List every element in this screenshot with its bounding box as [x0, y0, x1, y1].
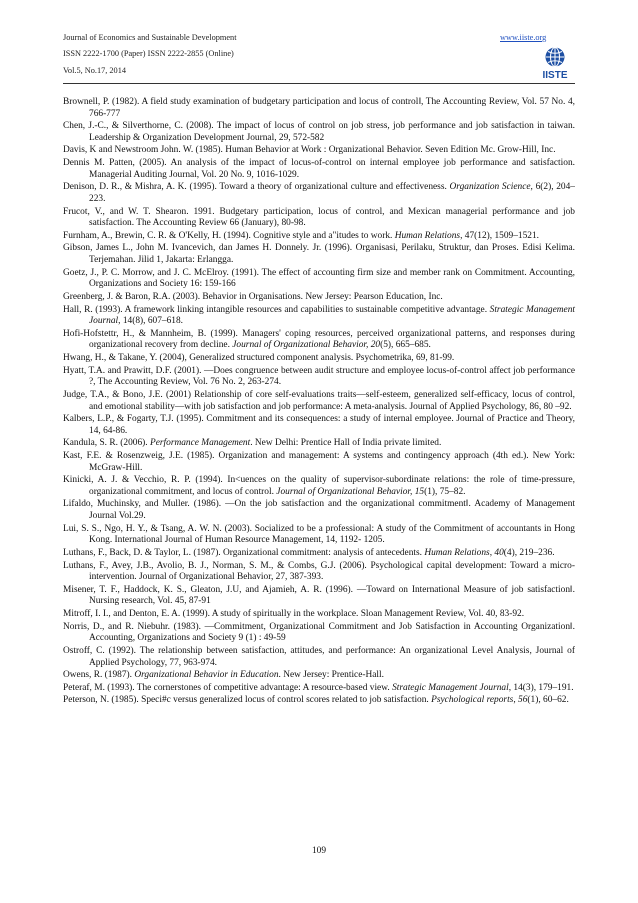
reference-entry: Frucot, V., and W. T. Shearon. 1991. Budgetary participation, locus of control, and Mexican managerial performance and job satisfaction. The Accounting Review 66 (January), 80-98. — [63, 206, 575, 229]
reference-entry: Owens, R. (1987). Organizational Behavior in Education. New Jersey: Prentice-Hall. — [63, 670, 384, 681]
reference-entry: Ostroff, C. (1992). The relationship between satisfaction, attitudes, and performance: An organizational Level Analysis, Journal of Applied Psychology, 77, 963-974. — [63, 645, 575, 668]
iiste-logo-icon — [536, 46, 574, 82]
reference-entry: Norris, D., and R. Niebuhr. (1983). ―Commitment, Organizational Commitment and Job Satisfaction in Accounting Organization‖. Accounting, Organizations and Society 9 (1) : 49-59 — [63, 621, 575, 644]
reference-entry: Luthans, F., Back, D. & Taylor, L. (1987). Organizational commitment: analysis of antecedents. Human Relations, 40(4), 219–236. — [63, 547, 555, 558]
reference-entry: Peteraf, M. (1993). The cornerstones of competitive advantage: A resource-based view. Strategic Management Journal, 14(3), 179–191. — [63, 682, 574, 693]
reference-entry: Luthans, F., Avey, J.B., Avolio, B. J., Norman, S. M., & Combs, G.J. (2006). Psychological capital development: Toward a micro-intervention. Journal of Organizational Behavior, 27, 387-393. — [63, 560, 575, 583]
reference-entry: Lui, S. S., Ngo, H. Y., & Tsang, A. W. N. (2003). Socialized to be a professional: A study of the Commitment of accountants in Hong Kong. International Journal of Human Resource Management, 14, 1192- 1205. — [63, 523, 575, 546]
reference-entry: Furnham, A., Brewin, C. R. & O'Kelly, H. (1994). Cognitive style and a"itudes to work. Human Relations, 47(12), 1509–1521. — [63, 230, 539, 241]
reference-entry: Davis, K and Newstroom John. W. (1985). Human Behavior at Work : Organizational Behavior. Seven Edition Mc. Grow-Hill, Inc. — [63, 145, 556, 156]
reference-entry: Mitroff, I. I., and Denton, E. A. (1999). A study of spiritually in the workplace. Sloan Management Review, Vol. 40, 83-92. — [63, 609, 525, 620]
reference-entry: Greenberg, J. & Baron, R.A. (2003). Behavior in Organisations. New Jersey: Pearson Education, Inc. — [63, 291, 443, 302]
header-rule — [63, 83, 575, 84]
reference-entry: Peterson, N. (1985). Speci#c versus generalized locus of control scores related to job satisfaction. Psychological reports, 56(1), 60–62. — [63, 695, 569, 706]
reference-entry: Kandula, S. R. (2006). Performance Management. New Delhi: Prentice Hall of India private limited. — [63, 438, 442, 449]
logo-globe — [546, 48, 565, 67]
journal-title: Journal of Economics and Sustainable Development — [63, 33, 237, 42]
reference-list — [63, 97, 575, 708]
reference-entry: Dennis M. Patten, (2005). An analysis of the impact of locus-of-control on internal employee job performance and satisfaction. Managerial Auditing Journal, Vol. 20 No. 9, 1016-1029. — [63, 158, 575, 180]
reference-entry: Hall, R. (1993). A framework linking intangible resources and capabilities to sustainable competitive advantage. Strategic Management Journal, 14(8), 607–618. — [63, 304, 575, 327]
reference-entry: Hofi-Hofstettr, H., & Mannheim, B. (1999). Managers' coping resources, perceived organizational patterns, and responses during organizational recovery from decline. Journal of Organizational Behavior, 20(5), 665–685. — [63, 328, 575, 351]
reference-entry: Denison, D. R., & Mishra, A. K. (1995). Toward a theory of organizational culture and effectiveness. Organization Science, 6(2), 204–223. — [63, 182, 575, 204]
reference-entry: Gibson, James L., John M. Ivancevich, dan James H. Donnely. Jr. (1996). Organisasi, Perilaku, Struktur, dan Proses. Edisi Kelima. Terjemahan. Jilid 1, Jakarta: Erlangga. — [63, 243, 575, 266]
reference-entry: Kinicki, A. J. & Vecchio, R. P. (1994). In<uences on the quality of supervisor-subordinate relations: the role of time-pressure, organizational commitment, and locus of control. Journal of Organizational Behavior, 15(1), 75–82. — [63, 475, 575, 497]
reference-entry: Hwang, H., & Takane, Y. (2004), Generalized structured component analysis. Psychometrika, 69, 81-99. — [63, 353, 455, 364]
reference-entry: Kast, F.E. & Rosenzweig, J.E. (1985). Organization and management: A systems and contingency approach (4th ed.). New York: McGraw-Hill. — [63, 451, 575, 473]
reference-entry: Misener, T. F., Haddock, K. S., Gleaton, J.U, and Ajamieh, A. R. (1996). ―Toward on International Measure of job satisfaction‖. Nursing research, Vol. 45, 87-91 — [63, 584, 575, 607]
reference-entry: Lifaldo, Muchinsky, and Muller. (1986). ―On the job satisfaction and the organizational commitment‖. Academy of Management Journal Vol.29. — [63, 499, 575, 522]
reference-entry: Judge, T.A., & Bono, J.E. (2001) Relationship of core self-evaluations traits—self-esteem, generalized self-efficacy, locus of control, and emotional stability—with job satisfaction and job performance: A meta-analysis. Journal of Applied Psychology, 86, 80 –92. — [63, 389, 575, 412]
reference-entry: Hyatt, T.A. and Prawitt, D.F. (2001). ―Does congruence between audit structure and employee locus-of-control affect job performance ?, The Accounting Review, Vol. 76 No. 2, 263-274. — [63, 365, 575, 388]
reference-entry: Brownell, P. (1982). A field study examination of budgetary participation and locus of control‖, The Accounting Review, Vol. 57 No. 4, 766-777 — [63, 97, 575, 119]
page-number: 109 — [311, 846, 327, 856]
reference-entry: Kalbers, L.P., & Fogarty, T.J. (1995). Commitment and its consequences: a study of internal employee. Journal of Practice and Theory, 14, 64-86. — [63, 414, 575, 436]
logo-text: IISTE — [542, 70, 568, 81]
reference-entry: Chen, J.-C., & Silverthorne, C. (2008). The impact of locus of control on job stress, job performance and job satisfaction in taiwan. Leadership & Organization Development Journal, 29, 572-582 — [63, 121, 575, 143]
journal-url-link[interactable]: www.iiste.org — [500, 33, 547, 42]
reference-entry: Goetz, J., P. C. Morrow, and J. C. McElroy. (1991). The effect of accounting firm size and member rank on Commitment. Accounting, Organizations and Society 16: 159-166 — [63, 267, 575, 290]
volume-line: Vol.5, No.17, 2014 — [63, 66, 126, 75]
issn-line: ISSN 2222-1700 (Paper) ISSN 2222-2855 (Online) — [63, 49, 234, 58]
